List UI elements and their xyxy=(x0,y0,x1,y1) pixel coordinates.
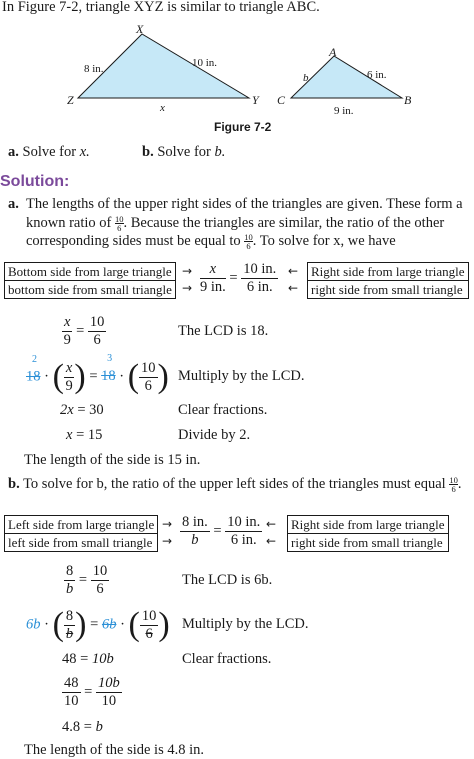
part-a-step-2: 2 18 · ( $\frac{x}{9}$ ) = 3 18 · ( $\frac{10}{6}$ ) xyxy=(26,360,169,394)
prop-b-left-den: b xyxy=(191,532,199,548)
s1a-ln: x xyxy=(64,314,71,330)
part-b-step-5: 4.8 = b xyxy=(62,719,103,735)
part-b-note-2: Multiply by the LCD. xyxy=(182,616,309,632)
s1a-ld: 9 xyxy=(63,332,71,348)
s2a-factor-right: 18 xyxy=(101,368,116,385)
s2a-sup-left: 2 xyxy=(32,354,37,365)
s4b-ld: 10 xyxy=(64,693,79,709)
side-cb-label: 9 in. xyxy=(334,105,354,117)
ratio-b-den: 6 xyxy=(451,484,456,495)
part-b-text: To solve for b, the ratio of the upper left sides of the triangles must equal xyxy=(23,476,446,492)
box-b-left-top: Left side from large triangle xyxy=(5,516,157,534)
s4b-ln: 48 xyxy=(64,675,79,691)
box-left-bottom: bottom side from small triangle xyxy=(8,282,172,297)
part-b-step-4: $\frac{48}{10}$ = $\frac{10b}{10}$ xyxy=(64,675,120,709)
part-b-paragraph: b. To solve for b, the ratio of the upper left sides of the triangles must equal $\frac{10}{6}$ . xyxy=(8,475,462,495)
vertex-b: B xyxy=(404,93,412,107)
task-b-text: Solve for xyxy=(157,144,211,160)
s4b-rn: 10b xyxy=(97,675,120,691)
task-b-label: b. xyxy=(142,144,154,160)
part-b-proportion: $\frac{8 in.}{b}$ = $\frac{10 in.}{6 in.}$ xyxy=(182,514,261,548)
ratio-b-num: 10 xyxy=(449,475,458,486)
s1b-ln: 8 xyxy=(66,563,74,579)
part-a-step-1: $\frac{x}{9}$ = $\frac{10}{6}$ xyxy=(63,314,105,348)
side-ac-label: b xyxy=(303,72,309,84)
s2a-rn: 10 xyxy=(141,359,156,376)
prop-b-right-num: 10 in. xyxy=(227,514,261,530)
prop-a-right-num: 10 in. xyxy=(243,261,277,277)
s2a-rd: 6 xyxy=(144,377,152,394)
intro-text xyxy=(2,0,320,16)
ratio-num: 10 xyxy=(115,213,124,224)
s4a-right: 15 xyxy=(87,427,103,443)
s2b-factor-right: 6b xyxy=(101,616,117,633)
task-b xyxy=(142,143,225,161)
side-xz-label: 8 in. xyxy=(84,63,104,75)
s2a-ln: x xyxy=(65,359,73,376)
part-a-note-1: The LCD is 18. xyxy=(178,323,269,339)
intro-sentence: In Figure 7-2, triangle XYZ is similar to triangle ABC. xyxy=(2,0,320,15)
box-b-right-bottom: right side from small triangle xyxy=(291,535,443,550)
task-a xyxy=(8,143,90,161)
task-a-text: Solve for xyxy=(22,144,77,160)
vertex-c: C xyxy=(277,93,286,107)
prop-b-right-den: 6 in. xyxy=(230,532,257,548)
part-a-paragraph xyxy=(8,195,470,251)
ratio-den: 6 xyxy=(117,222,122,233)
side-xy-label: 10 in. xyxy=(192,57,218,69)
part-a-step-4: x = 15 xyxy=(66,427,103,443)
task-a-var: x. xyxy=(79,144,90,160)
box-right-bottom: right side from small triangle xyxy=(311,282,463,297)
part-a-label: a. xyxy=(8,196,19,212)
s2b-factor-left: 6b xyxy=(26,616,41,633)
part-a-text-1: The lengths of the upper right sides of the triangles are given. These form a known ratio of xyxy=(26,196,463,231)
solution-heading: Solution: xyxy=(0,173,70,190)
s3a-right: 30 xyxy=(89,402,104,418)
vertex-z: Z xyxy=(67,93,74,107)
part-b-label: b. xyxy=(8,476,20,492)
s2b-rd: 6 xyxy=(145,625,153,642)
s2b-ld: b xyxy=(65,625,74,642)
side-zy-label: x xyxy=(160,102,165,114)
part-a-text-3: . To solve for x, we have xyxy=(252,233,396,249)
part-b-conclusion: The length of the side is 4.8 in. xyxy=(24,742,205,758)
vertex-x: X xyxy=(136,22,144,36)
part-b-note-1: The LCD is 6b. xyxy=(182,572,273,588)
box-b-left-bottom: left side from small triangle xyxy=(8,535,153,550)
task-a-label: a. xyxy=(8,144,19,160)
side-ab-label: 6 in. xyxy=(367,69,387,81)
box-left-top: Bottom side from large triangle xyxy=(5,263,175,281)
s2b-ln: 8 xyxy=(65,607,74,624)
s4a-left: x xyxy=(66,427,73,443)
box-b-right-top: Right side from large triangle xyxy=(288,516,448,534)
prop-a-left-den: 9 in. xyxy=(200,279,226,295)
part-a-note-2: Multiply by the LCD. xyxy=(178,368,305,384)
part-b-box-left xyxy=(4,515,158,552)
part-b-step-3: 48 = 10b xyxy=(62,651,114,667)
prop-a-right-den: 6 in. xyxy=(246,279,273,295)
vertex-y: Y xyxy=(252,93,259,107)
arrow-left-icon-b: ← ← xyxy=(266,517,277,548)
part-a-proportion: $\frac{x}{9 in.}$ = $\frac{10 in.}{6 in.}$ xyxy=(200,261,277,295)
arrow-right-icon: → → xyxy=(182,264,193,295)
s2a-sup-right: 3 xyxy=(107,353,113,365)
part-a-text-2: . Because the triangles are similar, the ratio of the other corresponding sides must be equal to xyxy=(26,214,445,249)
vertex-a: A xyxy=(329,45,337,59)
part-b-box-right xyxy=(287,515,449,552)
s3b-right: 10b xyxy=(91,651,114,667)
arrow-left-icon: ← ← xyxy=(288,264,299,295)
part-a-conclusion: The length of the side is 15 in. xyxy=(24,452,201,468)
figure-caption: Figure 7-2 xyxy=(214,120,272,134)
part-a-note-4: Divide by 2. xyxy=(178,427,251,443)
part-a-step-3: 2x = 30 xyxy=(60,402,104,418)
task-b-var: b. xyxy=(214,144,226,160)
s2a-factor-left: 18 xyxy=(26,368,41,385)
ratio-num-2: 10 xyxy=(244,232,253,243)
s2a-ld: 9 xyxy=(65,377,73,394)
s1b-rn: 10 xyxy=(92,563,108,579)
s2b-rn: 10 xyxy=(141,607,157,624)
s1a-rn: 10 xyxy=(89,314,105,330)
box-right-top: Right side from large triangle xyxy=(308,263,468,281)
s3b-left: 48 xyxy=(62,651,77,667)
s1a-rd: 6 xyxy=(93,332,101,348)
s5b-right: b xyxy=(95,719,103,735)
s1b-rd: 6 xyxy=(96,581,104,597)
part-b-step-2: 6b · ( $\frac{8}{b}$ ) = 6b · ( $\frac{10}{6}$ ) xyxy=(26,606,170,643)
part-a-box-right xyxy=(307,262,469,299)
prop-b-left-num: 8 in. xyxy=(182,514,208,530)
arrow-right-icon-b: → → xyxy=(162,517,173,548)
ratio-den-2: 6 xyxy=(246,241,251,252)
s1b-ld: b xyxy=(66,581,74,597)
part-a-note-3: Clear fractions. xyxy=(178,402,268,418)
part-b-note-3: Clear fractions. xyxy=(182,651,272,667)
s3a-left: 2x xyxy=(60,402,74,418)
s5b-left: 4.8 xyxy=(62,719,81,735)
s4b-rd: 10 xyxy=(101,693,117,709)
part-a-box-left xyxy=(4,262,176,299)
part-b-step-1: $\frac{8}{b}$ = $\frac{10}{6}$ xyxy=(66,563,108,597)
prop-a-left-num: x xyxy=(200,262,226,279)
